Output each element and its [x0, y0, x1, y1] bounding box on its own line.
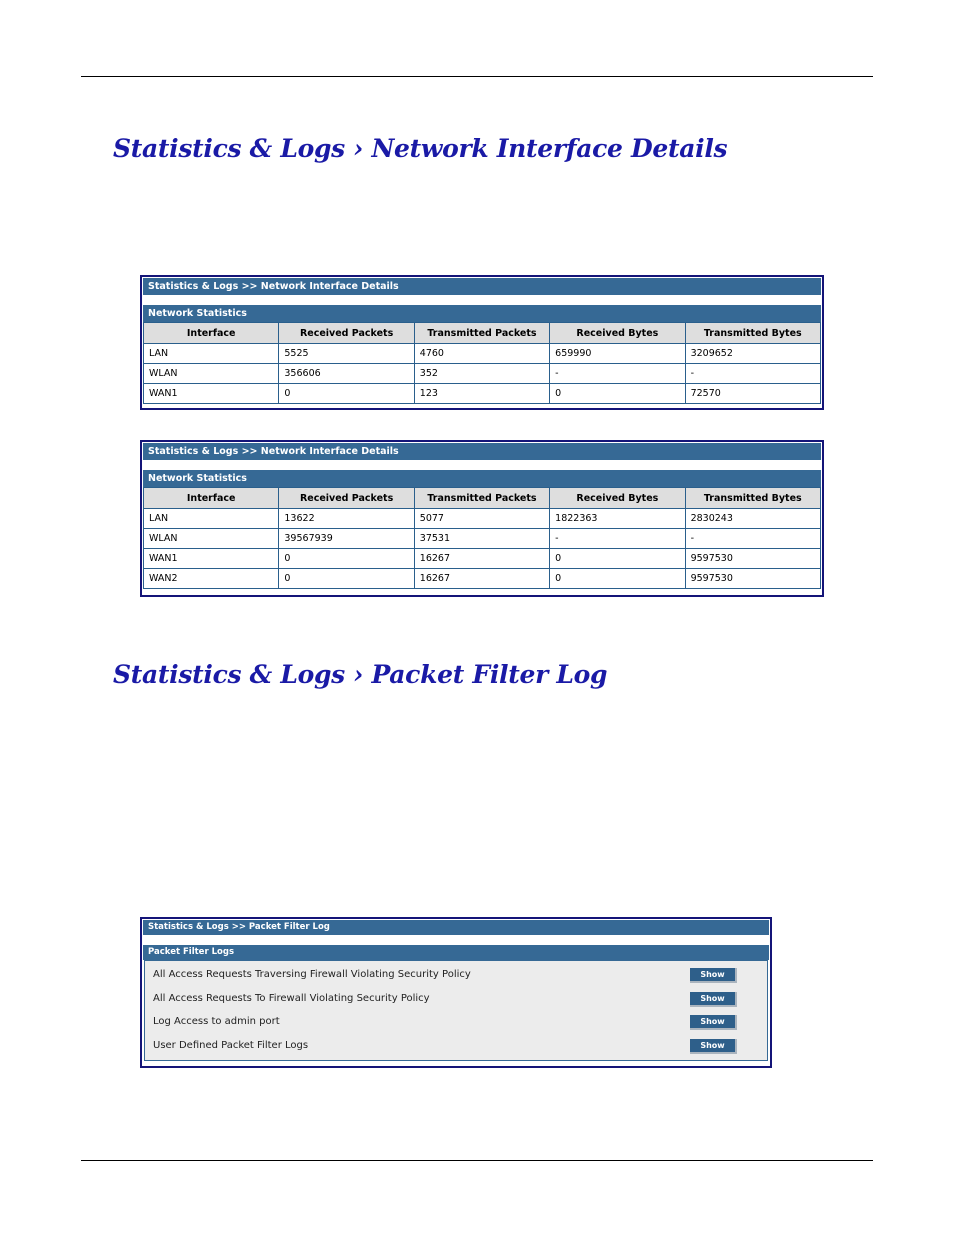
column-header-received-bytes: Received Bytes	[550, 488, 685, 509]
heading-interface-details: Statistics & Logs › Network Interface Details	[113, 134, 728, 163]
table-cell: WAN1	[144, 549, 279, 569]
network-statistics-table	[143, 322, 821, 404]
table-cell: 13622	[279, 509, 414, 529]
table-row	[144, 569, 821, 589]
table-cell: 9597530	[685, 549, 820, 569]
network-statistics-table	[143, 487, 821, 589]
list-item	[145, 990, 767, 1014]
table-cell: 72570	[685, 384, 820, 404]
table-cell: -	[550, 364, 685, 384]
log-label: User Defined Packet Filter Logs	[153, 1039, 309, 1051]
table-cell: WAN1	[144, 384, 279, 404]
table-cell: 2830243	[685, 509, 820, 529]
table-cell: WAN2	[144, 569, 279, 589]
column-header-received-packets: Received Packets	[279, 488, 414, 509]
log-label: Log Access to admin port	[153, 1016, 280, 1027]
show-button[interactable]: Show	[690, 1039, 737, 1054]
heading-packet-filter-log: Statistics & Logs › Packet Filter Log	[113, 660, 608, 689]
network-statistics-panel-2	[140, 440, 824, 597]
spacer	[143, 295, 821, 305]
table-cell: 9597530	[685, 569, 820, 589]
breadcrumb: Statistics & Logs >> Network Interface Details	[143, 278, 821, 295]
table-cell: 0	[550, 384, 685, 404]
network-statistics-panel-1	[140, 275, 824, 410]
column-header-interface: Interface	[144, 323, 279, 344]
section-title: Packet Filter Logs	[143, 945, 769, 960]
table-cell: 4760	[414, 344, 549, 364]
table-row	[144, 529, 821, 549]
table-cell: 16267	[414, 569, 549, 589]
table-cell: 0	[550, 549, 685, 569]
table-cell: 5077	[414, 509, 549, 529]
table-cell: LAN	[144, 509, 279, 529]
section-title: Network Statistics	[143, 305, 821, 322]
bottom-rule	[81, 1160, 873, 1161]
show-button[interactable]: Show	[690, 1015, 737, 1030]
table-cell: 1822363	[550, 509, 685, 529]
top-rule	[81, 76, 873, 77]
table-cell: -	[685, 529, 820, 549]
section-title: Network Statistics	[143, 470, 821, 487]
breadcrumb: Statistics & Logs >> Network Interface Details	[143, 443, 821, 460]
column-header-interface: Interface	[144, 488, 279, 509]
table-cell: -	[685, 364, 820, 384]
table-cell: 0	[279, 384, 414, 404]
table-row	[144, 364, 821, 384]
column-header-received-bytes: Received Bytes	[550, 323, 685, 344]
table-cell: 3209652	[685, 344, 820, 364]
table-cell: LAN	[144, 344, 279, 364]
column-header-transmitted-bytes: Transmitted Bytes	[685, 488, 820, 509]
packet-filter-logs-panel	[140, 917, 772, 1068]
spacer	[143, 460, 821, 470]
table-cell: 0	[279, 569, 414, 589]
table-header-row	[144, 488, 821, 509]
table-cell: 123	[414, 384, 549, 404]
table-cell: 0	[279, 549, 414, 569]
list-item	[145, 1037, 767, 1061]
list-item	[145, 1013, 767, 1037]
spacer	[143, 935, 769, 945]
table-cell: -	[550, 529, 685, 549]
column-header-transmitted-bytes: Transmitted Bytes	[685, 323, 820, 344]
table-cell: 352	[414, 364, 549, 384]
log-label: All Access Requests To Firewall Violating Security Policy	[153, 992, 430, 1004]
show-button[interactable]: Show	[690, 992, 737, 1007]
table-cell: WLAN	[144, 364, 279, 384]
table-cell: 37531	[414, 529, 549, 549]
table-header-row	[144, 323, 821, 344]
breadcrumb: Statistics & Logs >> Packet Filter Log	[143, 920, 769, 935]
column-header-transmitted-packets: Transmitted Packets	[414, 323, 549, 344]
table-cell: 0	[550, 569, 685, 589]
show-button[interactable]: Show	[690, 968, 737, 983]
table-row	[144, 384, 821, 404]
log-label: All Access Requests Traversing Firewall Violating Security Policy	[153, 969, 471, 980]
table-row	[144, 549, 821, 569]
table-row	[144, 509, 821, 529]
table-cell: 659990	[550, 344, 685, 364]
table-row	[144, 344, 821, 364]
table-cell: 16267	[414, 549, 549, 569]
table-cell: 39567939	[279, 529, 414, 549]
column-header-received-packets: Received Packets	[279, 323, 414, 344]
table-cell: 356606	[279, 364, 414, 384]
list-item	[145, 966, 767, 990]
table-cell: 5525	[279, 344, 414, 364]
logs-list	[144, 960, 768, 1061]
column-header-transmitted-packets: Transmitted Packets	[414, 488, 549, 509]
table-cell: WLAN	[144, 529, 279, 549]
